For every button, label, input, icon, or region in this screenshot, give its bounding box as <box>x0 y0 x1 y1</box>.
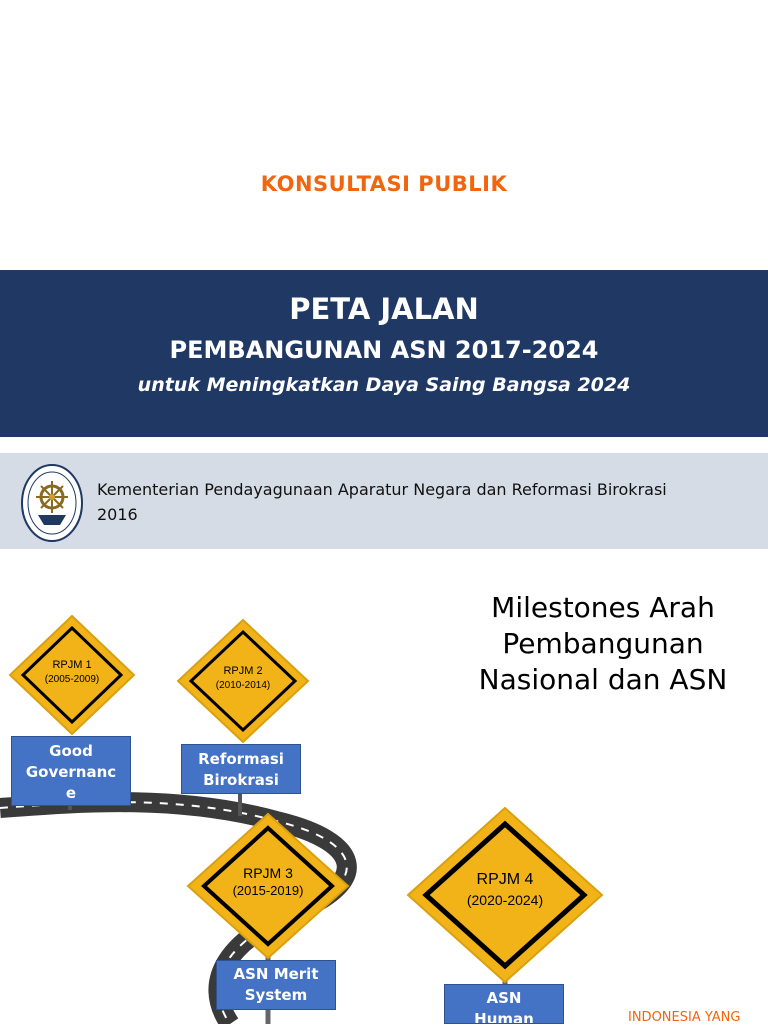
milestones-title-line3: Nasional dan ASN <box>478 663 728 696</box>
reformasi-birokrasi-box <box>181 744 301 794</box>
rpjm-1-period: (2005-2009) <box>44 674 100 685</box>
rpjm-4-period: (2020-2024) <box>466 892 544 908</box>
banner-title: PETA JALAN <box>289 292 479 326</box>
box-line: System <box>244 986 308 1004</box>
footer-text: INDONESIA YANG <box>628 1010 741 1025</box>
box-line: e <box>65 784 77 802</box>
box-line: ASN <box>486 989 522 1007</box>
ministry-bar <box>0 453 768 549</box>
rpjm-2-sign <box>176 618 310 744</box>
milestones-title-line2: Pembangunan <box>502 627 704 660</box>
rpjm-2-period: (2010-2014) <box>215 680 271 691</box>
milestones-title-line1: Milestones Arah <box>491 591 715 624</box>
banner-subtitle: PEMBANGUNAN ASN 2017-2024 <box>169 336 599 364</box>
page-subtitle: KONSULTASI PUBLIK <box>260 172 508 196</box>
ministry-name: Kementerian Pendayagunaan Aparatur Negara dan Reformasi Birokrasi <box>97 480 667 499</box>
box-line: Human <box>474 1010 534 1024</box>
rpjm-4-sign <box>406 806 604 984</box>
rpjm-4-label: RPJM 4 <box>476 871 534 888</box>
box-line: Good <box>49 742 93 760</box>
rpjm-1-label: RPJM 1 <box>52 659 92 671</box>
ministry-text <box>97 477 757 527</box>
ministry-year: 2016 <box>97 505 138 524</box>
box-line: Reformasi <box>198 750 284 768</box>
banner-tagline: untuk Meningkatkan Daya Saing Bangsa 2024 <box>137 374 631 396</box>
rpjm-1-sign <box>8 614 136 736</box>
rpjm-3-label: RPJM 3 <box>243 865 293 881</box>
road-graphic <box>0 780 768 1024</box>
box-line: ASN Merit <box>233 965 319 983</box>
milestones-title <box>445 590 761 698</box>
asn-human-box <box>444 984 564 1024</box>
good-governance-box <box>11 736 131 806</box>
rpjm-3-period: (2015-2019) <box>232 883 304 898</box>
box-line: Governanc <box>25 763 117 781</box>
box-line: Birokrasi <box>203 771 279 789</box>
title-banner <box>0 270 768 437</box>
ministry-logo-icon <box>20 463 84 543</box>
rpjm-3-sign <box>186 812 350 960</box>
rpjm-2-label: RPJM 2 <box>223 665 263 677</box>
asn-merit-system-box <box>216 960 336 1010</box>
